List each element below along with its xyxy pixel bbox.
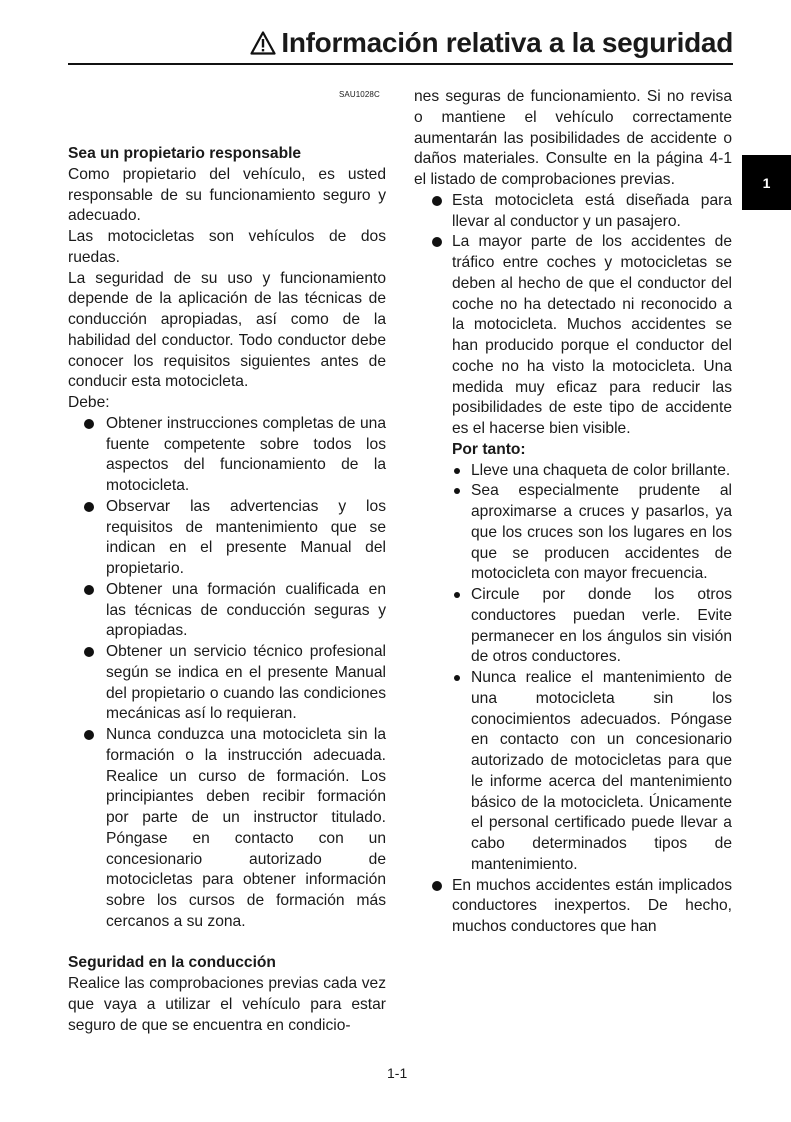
chapter-tab-label: 1	[762, 174, 771, 191]
chapter-tab	[742, 155, 791, 210]
paragraph: nes seguras de funcionamiento. Si no revisa o mantiene el vehículo correctamente aumentarán las posibilidades de accidente o daños materiales. Consulte en la página 4-1 el listado de comprobaciones previas.	[414, 88, 732, 188]
header-divider	[68, 63, 733, 65]
list-item: Obtener un servicio técnico profesional según se indica en el presente Manual del propietario o cuando las condiciones mecánicas así lo requieran.	[68, 642, 386, 725]
subheading: Por tanto:	[452, 440, 526, 458]
sub-list-item: Lleve una chaqueta de color brillante.	[414, 461, 732, 482]
list-item: Obtener instrucciones completas de una fuente competente sobre todos los aspectos del funcionamiento de la motocicleta.	[68, 414, 386, 497]
safety-list	[414, 191, 732, 440]
paragraph: Las motocicletas son vehículos de dos ruedas.	[68, 228, 386, 266]
safety-list-continued	[414, 876, 732, 938]
left-column	[68, 144, 386, 1036]
warning-triangle-icon	[250, 31, 276, 55]
paragraph: La seguridad de su uso y funcionamiento depende de la aplicación de las técnicas de conducción apropiadas, así como de la habilidad del conductor. Todo conductor debe conocer los requisitos siguientes antes de conducir esta motocicleta.	[68, 269, 386, 391]
visibility-list	[414, 461, 732, 876]
list-item: Observar las advertencias y los requisitos de mantenimiento que se indican en el presente Manual del propietario.	[68, 497, 386, 580]
page-title	[250, 27, 733, 59]
page-number: 1-1	[387, 1065, 408, 1081]
paragraph: Debe:	[68, 394, 110, 411]
paragraph: Realice las comprobaciones previas cada vez que vaya a utilizar el vehículo para estar seguro de que se encuentra en condicio-	[68, 975, 386, 1034]
list-item	[414, 232, 732, 440]
requirements-list	[68, 414, 386, 933]
sub-list-item: Sea especialmente prudente al aproximarse a cruces y pasarlos, ya que los cruces son los lugares en los que se producen accidentes de motocicleta con mayor frecuencia.	[414, 481, 732, 585]
list-item: Esta motocicleta está diseñada para llevar al conductor y un pasajero.	[414, 191, 732, 233]
list-item: Obtener una formación cualificada en las técnicas de conducción seguras y apropiadas.	[68, 580, 386, 642]
section-code: SAU1028C	[339, 90, 380, 99]
right-column	[414, 87, 732, 938]
list-item-text: La mayor parte de los accidentes de tráfico entre coches y motocicletas se deben al hecho de que el conductor del coche no ha detectado ni reconocido a la motocicleta. Muchos accidentes se han producido porque el conductor del coche no ha visto la motocicleta. Una medida muy eficaz para reducir las posibilidades de este tipo de accidente es el hacerse bien visible.	[452, 233, 732, 437]
page-title-text: Información relativa a la seguridad	[281, 27, 733, 58]
list-item: En muchos accidentes están implicados conductores inexpertos. De hecho, muchos conductores que han	[414, 876, 732, 938]
section-heading-owner: Sea un propietario responsable	[68, 145, 302, 162]
sub-list-item: Circule por donde los otros conductores puedan verle. Evite permanecer en los ángulos sin visión de otros conductores.	[414, 585, 732, 668]
list-item: Nunca conduzca una motocicleta sin la formación o la instrucción adecuada. Realice un curso de formación. Los principiantes deben recibir formación por parte de un instructor titulado. Póngase en contacto con un concesionario autorizado de motocicletas para obtener información sobre los cursos de formación más cercanos a su zona.	[68, 725, 386, 933]
section-heading-driving: Seguridad en la conducción	[68, 954, 276, 972]
sub-list-item: Nunca realice el mantenimiento de una motocicleta sin los conocimientos adecuados. Póngase en contacto con un concesionario autorizado de motocicletas para que le informe acerca del mantenimiento básico de la motocicleta. Únicamente el personal certificado puede llevar a cabo determinados tipos de mantenimiento.	[414, 668, 732, 876]
paragraph: Como propietario del vehículo, es usted responsable de su funcionamiento seguro y adecuado.	[68, 165, 386, 225]
